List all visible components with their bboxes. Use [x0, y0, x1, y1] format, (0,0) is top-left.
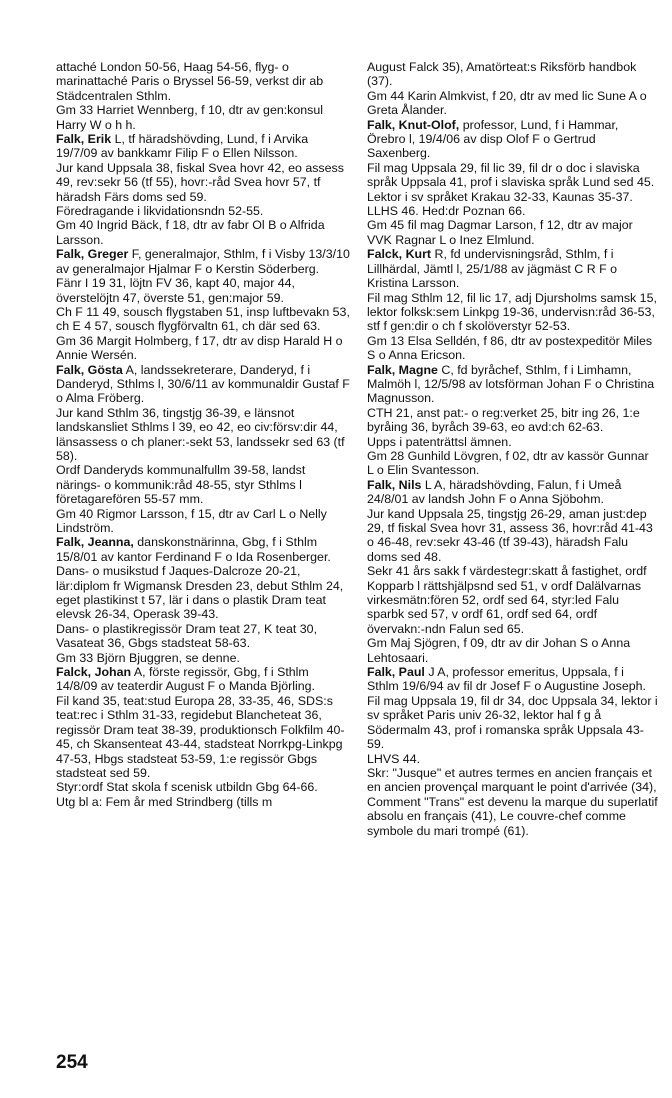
person-entry — [367, 118, 658, 161]
person-name: Falck, Johan — [56, 665, 132, 680]
person-entry — [367, 478, 658, 507]
entry-line: Fil mag Uppsala 29, fil lic 39, fil dr o doc i slaviska språk Uppsala 41, prof i slaviska språk Lund sed 45. — [367, 160, 655, 190]
person-details: L, tf häradshövding, Lund, f i Arvika 19/7/09 av bankkamr Filip F o Ellen Nilsson. — [56, 132, 309, 161]
entry-line: attaché London 50-56, Haag 54-56, flyg- o marinattaché Paris o Bryssel 56-59, verkst dir ab Städcentralen Sthlm. — [56, 60, 324, 103]
entry-line: August Falck 35), Amatörteat:s Riksförb handbok (37). — [367, 60, 637, 89]
entry-line: Jur kand Uppsala 38, fiskal Svea hovr 42, eo assess 49, rev:sekr 56 (tf 55), hovr:-råd Svea hovr 57, tf häradsh Färs doms sed 59. — [56, 160, 344, 204]
entry-line: Utg bl a: Fem år med Strindberg (tills m — [56, 794, 273, 809]
person-details: A, förste regissör, Gbg, f i Sthlm 14/8/09 av teaterdir August F o Manda Björling. — [56, 665, 315, 694]
person-name: Falk, Jeanna, — [56, 535, 134, 550]
entry-line: Ch F 11 49, sousch flygstaben 51, insp luftbevakn 53, ch E 4 57, sousch flygförvaltn 61, ch där sed 63. — [56, 304, 350, 334]
person-details: R, fd undervisningsråd, Sthlm, f i Lillhärdal, Jämtl l, 25/1/88 av jägmäst C R F o Kristina Larsson. — [367, 247, 617, 291]
entry-line: Gm 45 fil mag Dagmar Larson, f 12, dtr av major VVK Ragnar L o Inez Elmlund. — [367, 218, 633, 247]
person-name: Falck, Kurt — [367, 247, 432, 262]
entry-line: Gm 33 Harriet Wennberg, f 10, dtr av gen:konsul Harry W o h h. — [56, 103, 323, 132]
entry-line: Fänr I 19 31, löjtn FV 36, kapt 40, major 44, överstelöjtn 47, överste 51, gen:major 59. — [56, 276, 295, 305]
person-details: L A, häradshövding, Falun, f i Umeå 24/8/01 av landsh John F o Anna Sjöbohm. — [367, 477, 622, 507]
entry-line: Gm 33 Björn Bjuggren, se denne. — [56, 650, 240, 665]
right-column — [367, 60, 658, 838]
person-details: danskonstnärinna, Gbg, f i Sthlm 15/8/01 av kantor Ferdinand F o Ida Rosenberger. — [56, 535, 331, 564]
person-details: J A, professor emeritus, Uppsala, f i Sthlm 19/6/94 av fil dr Josef F o Augustine Joseph. — [367, 665, 646, 694]
person-entry — [56, 363, 350, 406]
person-details: C, fd byråchef, Sthlm, f i Limhamn, Malmöh l, 12/5/98 av lotsförman Johan F o Christina Magnusson. — [367, 362, 655, 406]
entry-line: Jur kand Sthlm 36, tingstjg 36-39, e länsnot landskansliet Sthlms l 39, eo 42, eo civ:försv:dir 44, länsassess o ch planer:-sekt 53, landssekr sed 63 (tf 58). — [56, 405, 345, 463]
entry-line: Dans- o musikstud f Jaques-Dalcroze 20-21, lär:diplom fr Wigmansk Dresden 23, debut Sthlm 24, eget plastikinst t 57, lär i dans o plastik Dram teat elevsk 26-34, Operask 39-43. — [56, 564, 344, 622]
entry-line: Gm 44 Karin Almkvist, f 20, dtr av med lic Sune A o Greta Ålander. — [367, 88, 647, 118]
person-entry — [56, 665, 350, 694]
person-details: professor, Lund, f i Hammar, Örebro l, 19/4/06 av disp Olof F o Gertrud Saxenberg. — [367, 117, 619, 161]
entry-line: Skr: "Jusque" et autres termes en ancien français et en ancien provençal marquant le point d'arrivée (34), Comment "Trans" est devenu la marque du superlatif absolu en français (41), Le couvre-chef comme symbole du mari trompé (61). — [367, 765, 658, 838]
entry-line: LLHS 46. Hed:dr Poznan 66. — [367, 204, 526, 219]
person-entry — [367, 363, 658, 406]
entry-line: Gm 28 Gunhild Lövgren, f 02, dtr av kassör Gunnar L o Elin Svantesson. — [367, 448, 649, 478]
entry-line: Lektor i sv språket Krakau 32-33, Kaunas 35-37. — [367, 189, 633, 204]
entry-line: Gm 13 Elsa Selldén, f 86, dtr av postexpeditör Miles S o Anna Ericson. — [367, 333, 653, 363]
entry-line: Gm 40 Rigmor Larsson, f 15, dtr av Carl L o Nelly Lindström. — [56, 506, 327, 535]
entry-line: Gm 36 Margit Holmberg, f 17, dtr av disp Harald H o Annie Wersén. — [56, 333, 343, 363]
person-name: Falk, Greger — [56, 247, 129, 262]
entry-line: Jur kand Uppsala 25, tingstjg 26-29, aman just:dep 29, tf fiskal Svea hovr 31, assess 36, hovr:råd 41-43 o 46-48, rev:sekr 43-46 (tf 39-43), häradsh Falu doms sed 48. — [367, 506, 653, 564]
person-entry — [367, 665, 658, 694]
person-details: A, landssekreterare, Danderyd, f i Danderyd, Sthlms l, 30/6/11 av kommunaldir Gustaf F o Alma Fröberg. — [56, 362, 350, 406]
page-number: 254 — [56, 1052, 88, 1073]
person-entry — [367, 247, 658, 290]
entry-line: Fil mag Uppsala 19, fil dr 34, doc Uppsala 34, lektor i sv språket Paris univ 26-32, lektor hal f g å Södermalm 43, prof i romanska språk Uppsala 43-59. — [367, 693, 658, 752]
person-name: Falk, Knut-Olof, — [367, 117, 460, 132]
entry-line: Dans- o plastikregissör Dram teat 27, K teat 30, Vasateat 36, Gbgs stadsteat 58-63. — [56, 621, 318, 651]
entry-line: Fil mag Sthlm 12, fil lic 17, adj Djursholms samsk 15, lektor folksk:sem Linkpg 19-36, undervisn:råd 36-53, stf f gen:dir o ch f skolöverstyr 52-53. — [367, 290, 657, 334]
entry-line: CTH 21, anst pat:- o reg:verket 25, bitr ing 26, 1:e byråing 36, byråch 39-63, eo avd:ch 62-63. — [367, 405, 640, 435]
person-name: Falk, Paul — [367, 665, 425, 680]
entry-line: Fil kand 35, teat:stud Europa 28, 33-35, 46, SDS:s teat:rec i Sthlm 31-33, regidebut Blancheteat 36, regissör Dram teat 38-39, produktionsch Folkfilm 40-45, ch Skansenteat 43-44, stadsteat Norrkpg-Linkpg 47-53, Hbgs stadsteat 53-59, 1:e regissör Gbgs stadsteat sed 59. — [56, 693, 345, 780]
entry-line: Styr:ordf Stat skola f scenisk utbildn Gbg 64-66. — [56, 780, 318, 795]
person-entry — [56, 535, 350, 564]
entry-line: Sekr 41 års sakk f värdestegr:skatt å fastighet, ordf Kopparb l rättshjälpsnd sed 51, v ordf Dalälvarnas virkesmätn:fören 52, ordf sed 64, styr:led Falu sparbk sed 57, v ordf 61, ordf sed 64, ordf övervakn:-ndn Falun sed 65. — [367, 564, 647, 636]
entry-line: Upps i patenträttsl ämnen. — [367, 434, 512, 449]
entry-line: Föredragande i likvidationsndn 52-55. — [56, 204, 264, 219]
left-column — [56, 60, 350, 809]
person-name: Falk, Erik — [56, 132, 112, 147]
person-name: Falk, Nils — [367, 477, 422, 492]
entry-line: Ordf Danderyds kommunalfullm 39-58, landst närings- o kommunik:råd 48-55, styr Sthlms l företagarefören 55-57 mm. — [56, 463, 306, 507]
person-entry — [56, 132, 350, 161]
entry-line: LHVS 44. — [367, 751, 421, 766]
entry-line: Gm Maj Sjögren, f 09, dtr av dir Johan S o Anna Lehtosaari. — [367, 636, 631, 665]
person-entry — [56, 247, 350, 276]
person-name: Falk, Gösta — [56, 362, 123, 377]
person-name: Falk, Magne — [367, 362, 438, 377]
person-details: F, generalmajor, Sthlm, f i Visby 13/3/10 av generalmajor Hjalmar F o Kerstin Söderberg. — [56, 247, 350, 276]
entry-line: Gm 40 Ingrid Bäck, f 18, dtr av fabr Ol B o Alfrida Larsson. — [56, 218, 325, 247]
